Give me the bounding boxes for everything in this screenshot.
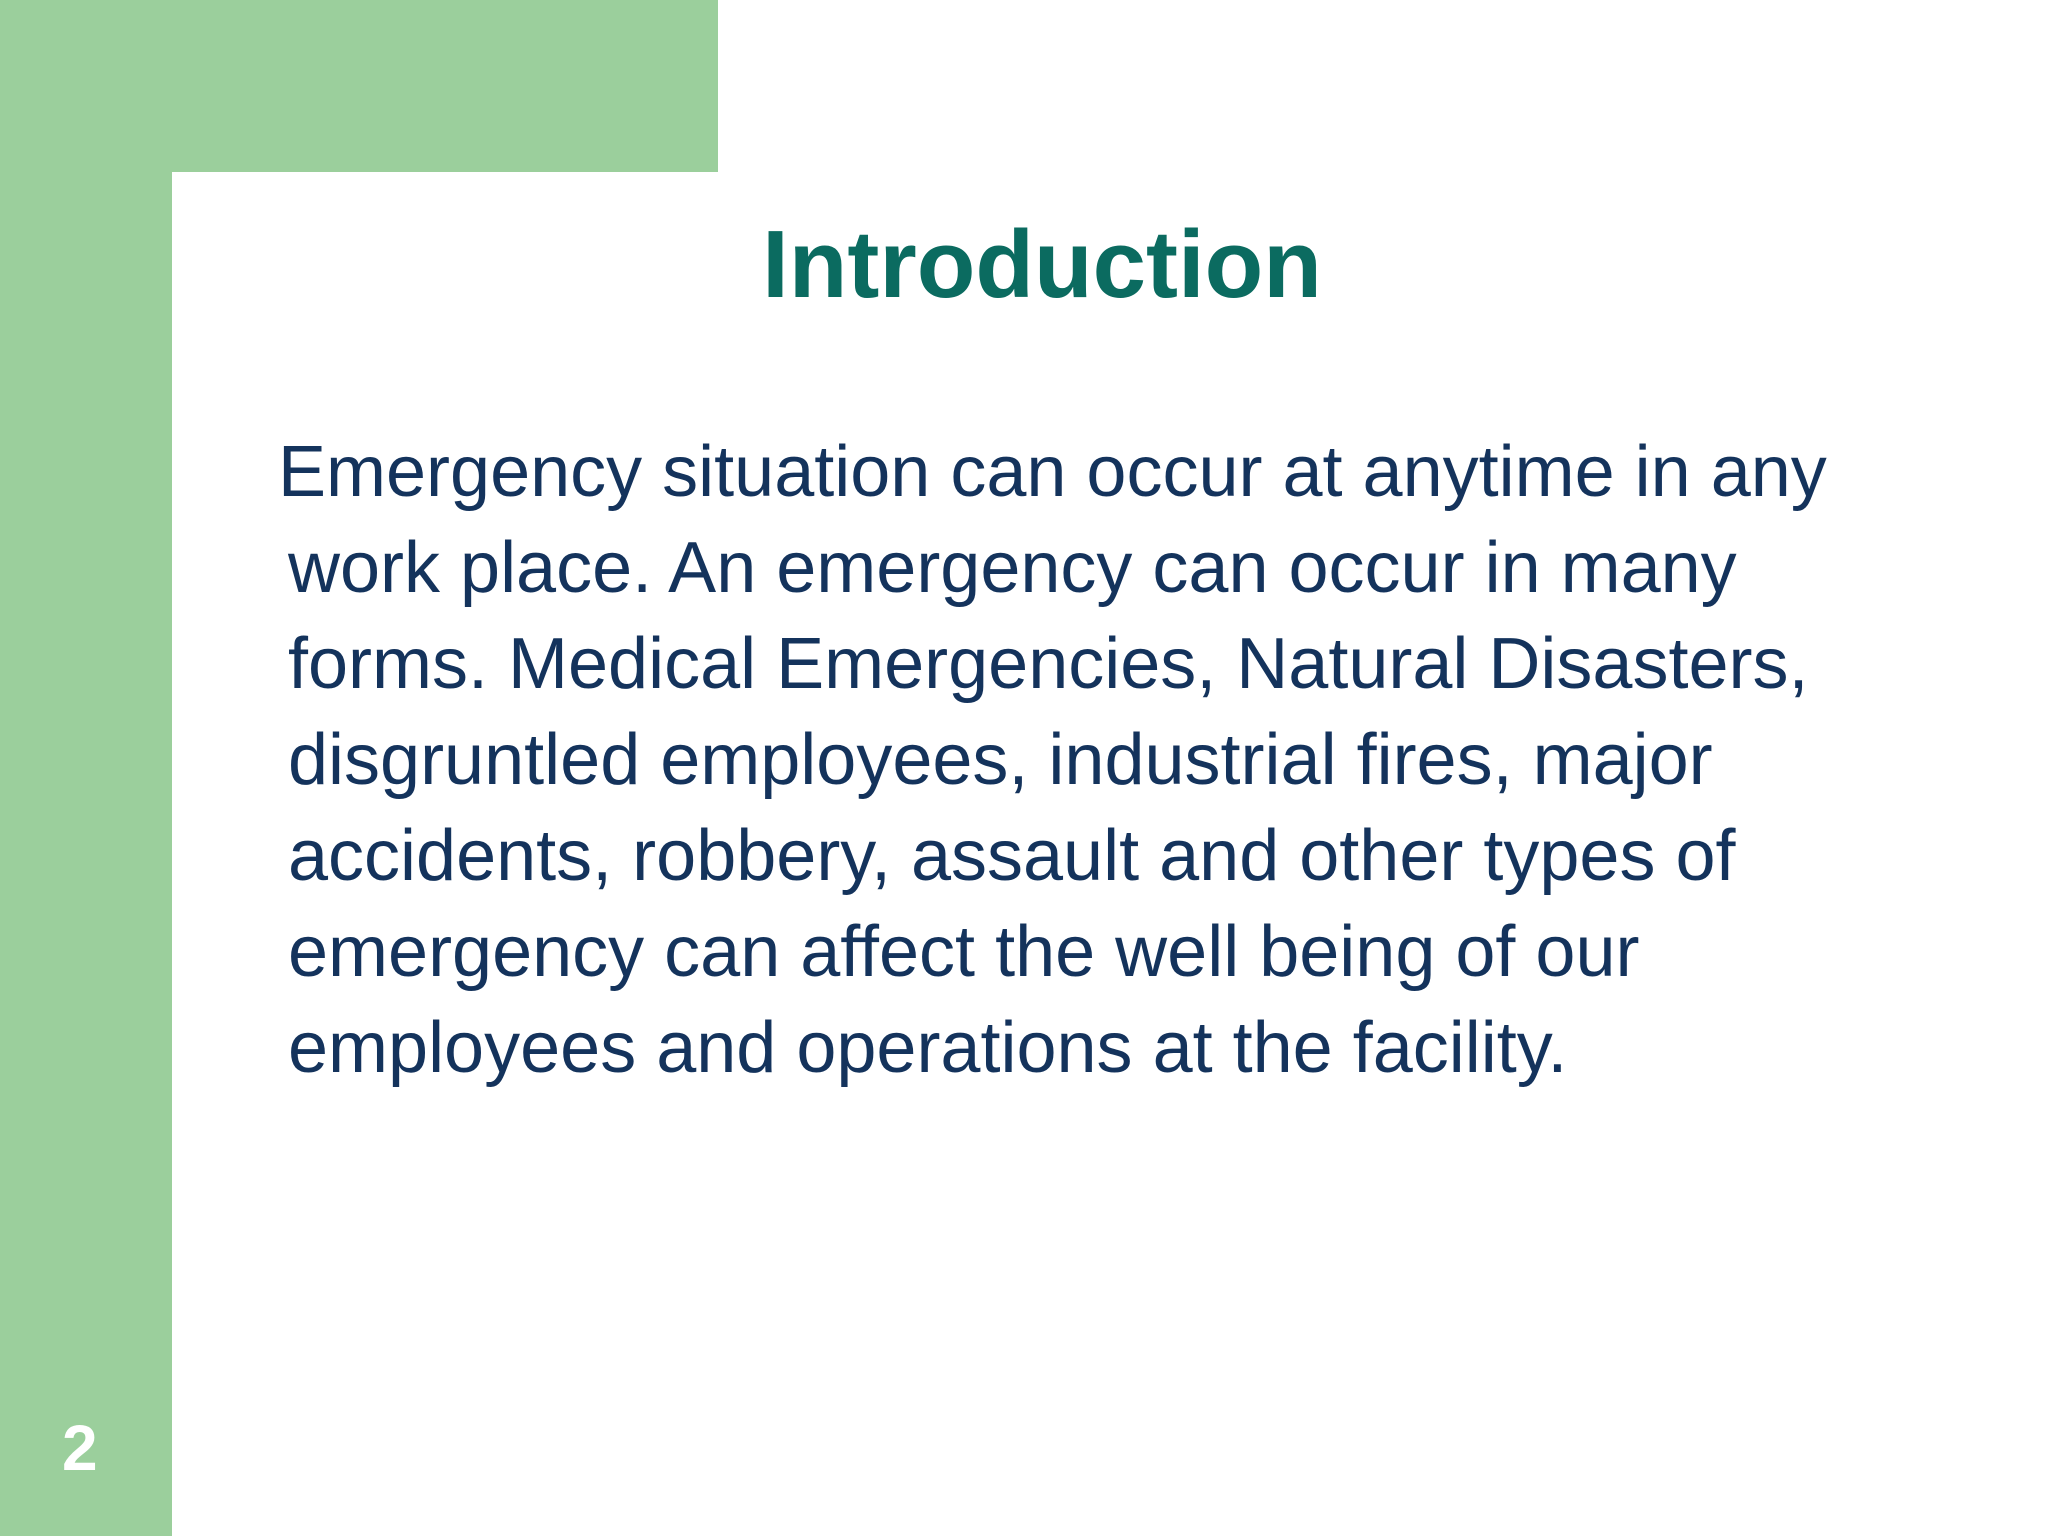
page-number: 2 — [62, 1412, 98, 1484]
slide-body-text: Emergency situation can occur at anytime in any work place. An emergency can occur in many forms. Medical Emergencies, Natural Disasters, disgruntled employees, industrial fires, major accidents, robbery, assault and other types of emergency can affect the well being of our employees and operations at the facility. — [278, 432, 1827, 1088]
slide-title: Introduction — [762, 211, 1322, 318]
top-accent-band — [0, 0, 718, 172]
left-accent-band — [0, 0, 172, 1536]
